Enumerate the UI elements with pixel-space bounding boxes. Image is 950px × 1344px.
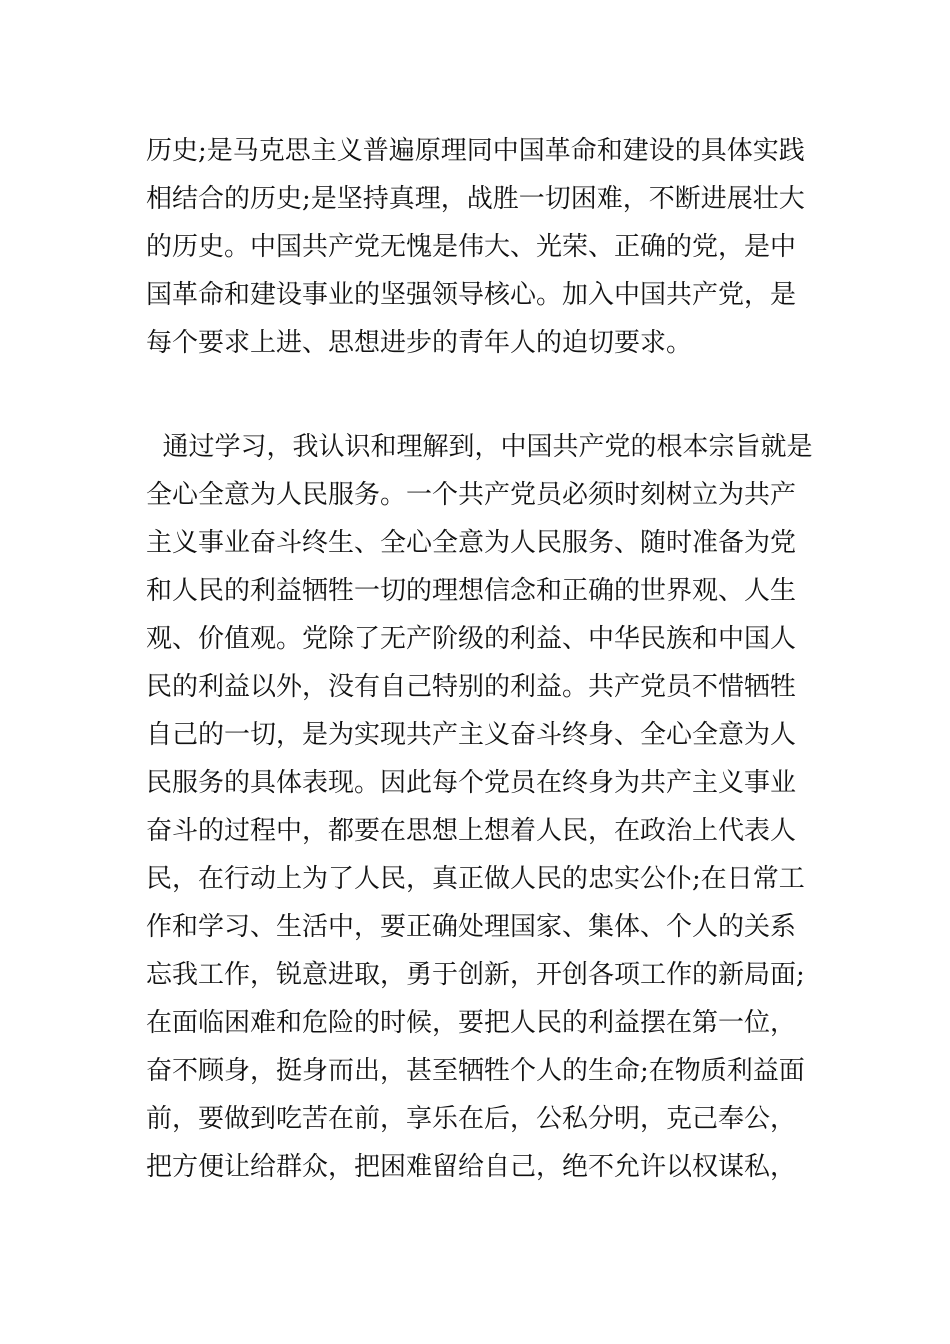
paragraph-2-line-8: 民服务的具体表现。因此每个党员在终身为共产主义事业 [146,768,797,798]
paragraph-2-line-14: 奋不顾身，挺身而出，甚至牺牲个人的生命;在物质利益面 [146,1056,805,1086]
paragraph-2-line-1: 通过学习，我认识和理解到，中国共产党的根本宗旨就是 [146,432,813,462]
paragraph-2-line-12: 忘我工作，锐意进取，勇于创新，开创各项工作的新局面; [146,960,805,990]
paragraph-2-line-11: 作和学习、生活中，要正确处理国家、集体、个人的关系 [146,912,797,942]
paragraph-1-line-4: 国革命和建设事业的坚强领导核心。加入中国共产党，是 [146,280,797,310]
paragraph-2-line-3: 主义事业奋斗终生、全心全意为人民服务、随时准备为党 [146,528,797,558]
paragraph-2-line-5: 观、价值观。党除了无产阶级的利益、中华民族和中国人 [146,624,797,654]
paragraph-1-line-3: 的历史。中国共产党无愧是伟大、光荣、正确的党，是中 [146,232,797,262]
paragraph-2-line-2: 全心全意为人民服务。一个共产党员必须时刻树立为共产 [146,480,797,510]
paragraph-2-line-7: 自己的一切，是为实现共产主义奋斗终身、全心全意为人 [146,720,797,750]
paragraph-1-line-1: 历史;是马克思主义普遍原理同中国革命和建设的具体实践 [146,136,805,166]
paragraph-2-line-9: 奋斗的过程中，都要在思想上想着人民，在政治上代表人 [146,816,797,846]
paragraph-2-line-6: 民的利益以外，没有自己特别的利益。共产党员不惜牺牲 [146,672,797,702]
paragraph-2-line-13: 在面临困难和危险的时候，要把人民的利益摆在第一位， [146,1008,797,1038]
paragraph-2-line-15: 前，要做到吃苦在前，享乐在后，公私分明，克己奉公， [146,1104,797,1134]
paragraph-2-line-10: 民，在行动上为了人民，真正做人民的忠实公仆;在日常工 [146,864,805,894]
paragraph-1-line-5: 每个要求上进、思想进步的青年人的迫切要求。 [146,328,693,358]
paragraph-2-line-16: 把方便让给群众，把困难留给自己，绝不允许以权谋私， [146,1152,797,1182]
paragraph-1-line-2: 相结合的历史;是坚持真理，战胜一切困难，不断进展壮大 [146,184,805,214]
paragraph-2-line-4: 和人民的利益牺牲一切的理想信念和正确的世界观、人生 [146,576,797,606]
